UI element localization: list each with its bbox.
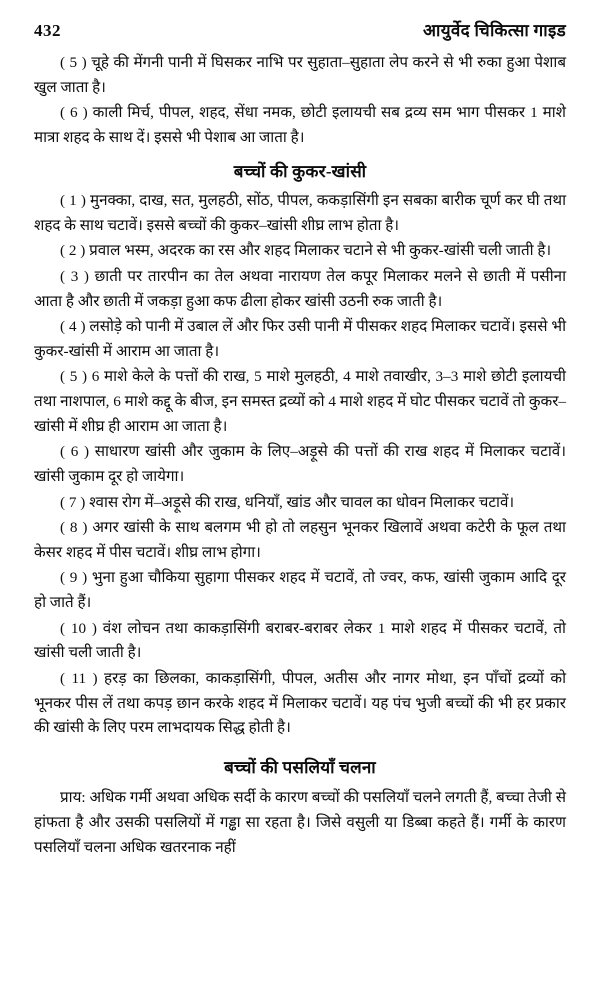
- paragraph: ( 7 ) श्वास रोग में–अड़ूसे की राख, धनियाँ, खांड और चावल का धोवन मिलाकर चटावें।: [60, 493, 515, 511]
- paragraph: ( 8 ) अगर खांसी के साथ बलगम भी हो तो लहसुन भूनकर खिलावें अथवा कटेरी के फूल तथा केसर शहद में पीस चटावें। शीघ्र लाभ होगा।: [34, 519, 566, 561]
- paragraph: प्राय: अधिक गर्मी अथवा अधिक सर्दी के कारण बच्चों की पसलियाँ चलने लगती हैं, बच्चा तेजी से हांफता है और उसकी पसलियों में गड्ढा सा रहता है। जिसे वसुली या डिब्बा कहते हैं। गर्मी के कारण पसलियाँ चलना अधिक खतरनाक नहीं: [34, 789, 566, 856]
- section-heading-kukar-khansi: बच्चों की कुकर-खांसी: [233, 161, 367, 181]
- paragraph: ( 11 ) हरड़ का छिलका, काकड़ासिंगी, पीपल, अतीस और नागर मोथा, इन पाँचों द्रव्यों को भूनकर पीस लें तथा कपड़ छान करके शहद में मिलाकर चटावें। यह पंच भुजी बच्चों की भी हर प्रकार की खांसी के लिए परम लाभदायक सिद्ध होती है।: [34, 669, 566, 737]
- paragraph: ( 3 ) छाती पर तारपीन का तेल अथवा नारायण तेल कपूर मिलाकर मलने से छाती में पसीना आता है और छाती में जकड़ा हुआ कफ ढीला होकर खांसी उठनी रुक जाती है।: [34, 267, 566, 310]
- paragraph: ( 5 ) 6 माशे केले के पत्तों की राख, 5 माशे मुलहठी, 4 माशे तवाखीर, 3–3 माशे छोटी इलायची तथा नाशपाल, 6 माशे कद्दू के बीज, इन समस्त द्रव्यों को 4 माशे शहद में घोट पीसकर चटावें तो कुकर–खांसी में शीघ्र ही आराम आ जाता है।: [34, 368, 566, 435]
- section-heading-pasliyan-chalna: बच्चों की पसलियाँ चलना: [224, 757, 376, 777]
- paragraph: ( 6 ) काली मिर्च, पीपल, शहद, सेंधा नमक, छोटी इलायची सब द्रव्य सम भाग पीसकर 1 माशे मात्रा शहद के साथ दें। इससे भी पेशाब आ जाता है।: [34, 104, 566, 146]
- book-title: आयुर्वेद चिकित्सा गाइड: [423, 21, 566, 40]
- paragraph: ( 9 ) भुना हुआ चौकिया सुहागा पीसकर शहद में चटावें, तो ज्वर, कफ, खांसी जुकाम आदि दूर हो जाते हैं।: [34, 569, 566, 612]
- paragraph: ( 6 ) साधारण खांसी और जुकाम के लिए–अड़ूसे की पत्तों की राख शहद में मिलाकर चटावें। खांसी जुकाम दूर हो जायेगा।: [34, 443, 566, 485]
- paragraph: ( 5 ) चूहे की मेंगनी पानी में घिसकर नाभि पर सुहाता–सुहाता लेप करने से भी रुका हुआ पेशाब खुल जाता है।: [34, 54, 566, 96]
- paragraph: ( 4 ) लसोड़े को पानी में उबाल लें और फिर उसी पानी में पीसकर शहद मिलाकर चटावें। इससे भी कुकर-खांसी में आराम आ जाता है।: [34, 318, 566, 360]
- paragraph: ( 1 ) मुनक्का, दाख, सत, मुलहठी, सोंठ, पीपल, ककड़ासिंगी इन सबका बारीक चूर्ण कर घी तथा शहद के साथ चटावें। इससे बच्चों की कुकर–खांसी शीघ्र लाभ होता है।: [34, 192, 566, 234]
- page-body: [34, 51, 566, 860]
- paragraph: ( 10 ) वंश लोचन तथा काकड़ासिंगी बराबर-बराबर लेकर 1 माशे शहद में पीसकर चटावें, तो खांसी चली जाती है।: [34, 619, 566, 662]
- page-header: [34, 18, 566, 41]
- page-number: 432: [34, 21, 61, 40]
- paragraph: ( 2 ) प्रवाल भस्म, अदरक का रस और शहद मिलाकर चटाने से भी कुकर-खांसी चली जाती है।: [60, 242, 552, 260]
